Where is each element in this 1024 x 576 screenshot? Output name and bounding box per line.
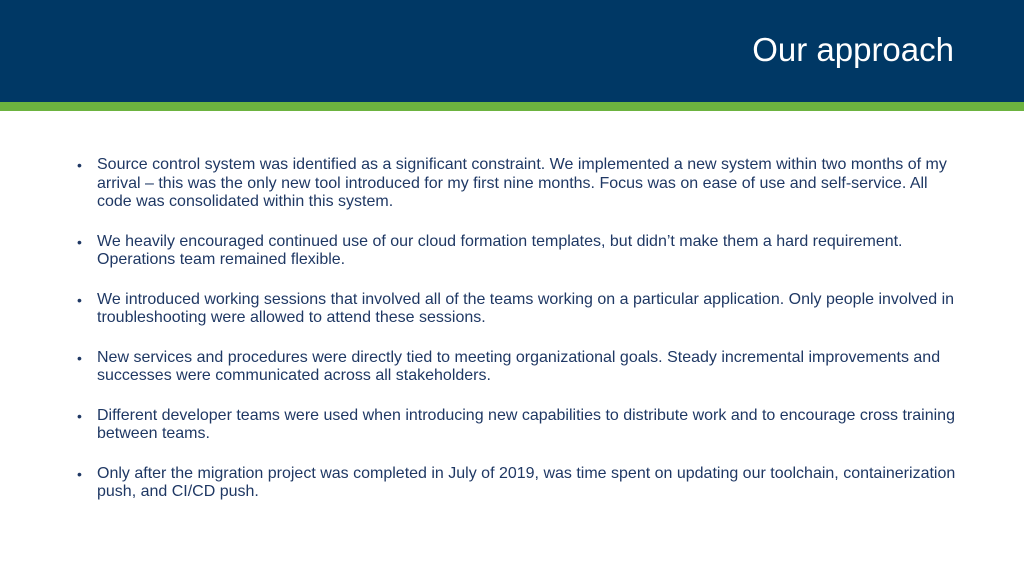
- bullet-item: [76, 465, 956, 502]
- bullet-text: New services and procedures were directly tied to meeting organizational goals. Steady incremental improvements and successes were communicated across all stakeholders.: [97, 348, 941, 384]
- bullet-item: [76, 233, 956, 270]
- bullet-text: We heavily encouraged continued use of our cloud formation templates, but didn’t make them a hard requirement. Operations team remained flexible.: [97, 232, 903, 268]
- bullet-item: [76, 349, 956, 386]
- slide-title: Our approach: [752, 31, 954, 68]
- bullet-icon: •: [77, 291, 82, 308]
- bullet-icon: •: [77, 233, 82, 250]
- bullet-item: [76, 407, 956, 444]
- bullet-text: Different developer teams were used when introducing new capabilities to distribute work and to encourage cross training between teams.: [97, 406, 955, 442]
- bullet-icon: •: [77, 157, 82, 173]
- bullet-icon: •: [77, 465, 82, 482]
- bullet-text: Only after the migration project was completed in July of 2019, was time spent on updating our toolchain, containerization push, and CI/CD push.: [97, 464, 956, 500]
- bullet-item: [76, 156, 956, 212]
- bullet-item: [76, 291, 956, 328]
- accent-bar: [0, 102, 1024, 111]
- bullet-list: [76, 156, 956, 523]
- bullet-text: Source control system was identified as a significant constraint. We implemented a new system within two months of my arrival – this was the only new tool introduced for my first nine months. Focus was on ease of use and self-service. All code was consolidated within this system.: [97, 156, 947, 210]
- bullet-icon: •: [77, 349, 82, 366]
- bullet-text: We introduced working sessions that involved all of the teams working on a particular application. Only people involved in troubleshooting were allowed to attend these sessions.: [97, 290, 955, 326]
- bullet-icon: •: [77, 407, 82, 424]
